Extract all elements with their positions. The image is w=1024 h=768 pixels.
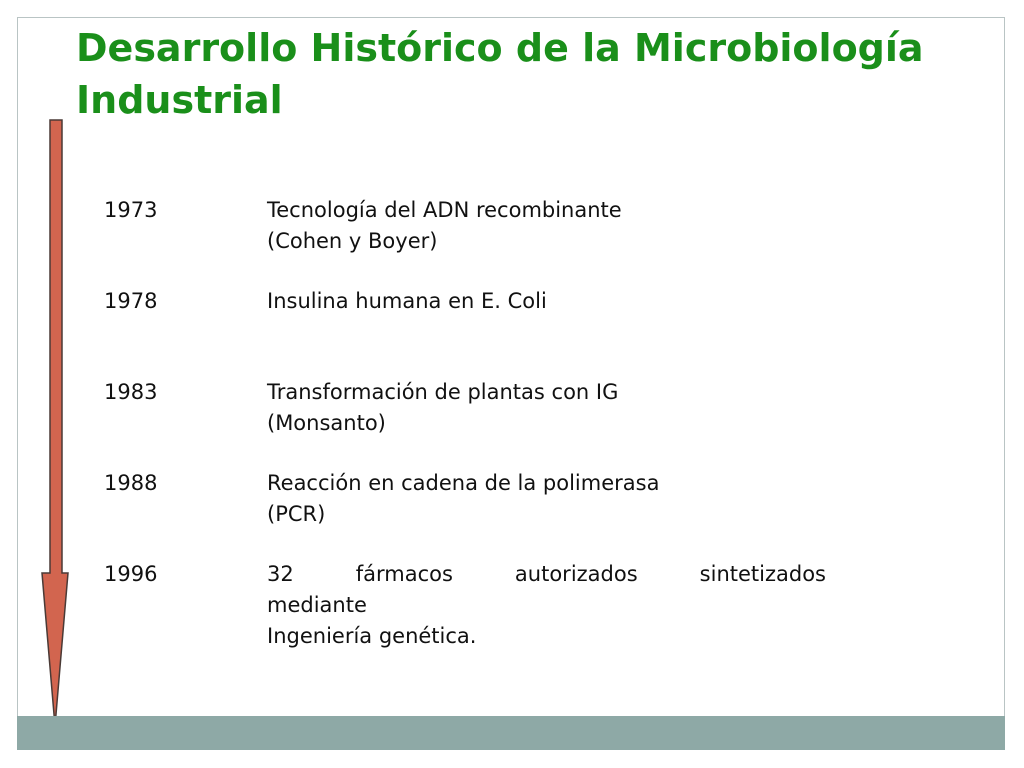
event-year: 1988 — [104, 471, 158, 495]
event-description-line: 32 fármacos autorizados sintetizados — [267, 562, 826, 586]
event-description-line: Transformación de plantas con IG — [267, 380, 619, 404]
event-description-line: (Monsanto) — [267, 411, 386, 435]
bottom-bar — [17, 716, 1005, 750]
timeline-event — [104, 559, 826, 652]
timeline-event — [104, 286, 826, 317]
timeline-event — [104, 377, 826, 439]
timeline-events — [104, 195, 826, 652]
event-description-line: Reacción en cadena de la polimerasa — [267, 471, 660, 495]
event-description-line: Insulina humana en E. Coli — [267, 289, 547, 313]
event-description-line: (PCR) — [267, 502, 326, 526]
event-year: 1973 — [104, 198, 158, 222]
event-year: 1978 — [104, 289, 158, 313]
slide-title: Desarrollo Histórico de la Microbiología Industrial — [76, 26, 924, 122]
timeline-arrow-icon — [36, 118, 76, 730]
event-description — [267, 559, 826, 652]
event-description — [267, 286, 826, 317]
event-description-line: Tecnología del ADN recombinante — [267, 198, 622, 222]
event-description-line: (Cohen y Boyer) — [267, 229, 438, 253]
event-description — [267, 468, 826, 530]
event-year: 1996 — [104, 562, 158, 586]
event-description-line: mediante — [267, 593, 367, 617]
timeline-event — [104, 195, 826, 257]
event-description-line: Ingeniería genética. — [267, 624, 477, 648]
timeline-arrow-shape — [42, 120, 68, 726]
event-year: 1983 — [104, 380, 158, 404]
timeline-event — [104, 468, 826, 530]
event-description — [267, 195, 826, 257]
event-description — [267, 377, 826, 439]
